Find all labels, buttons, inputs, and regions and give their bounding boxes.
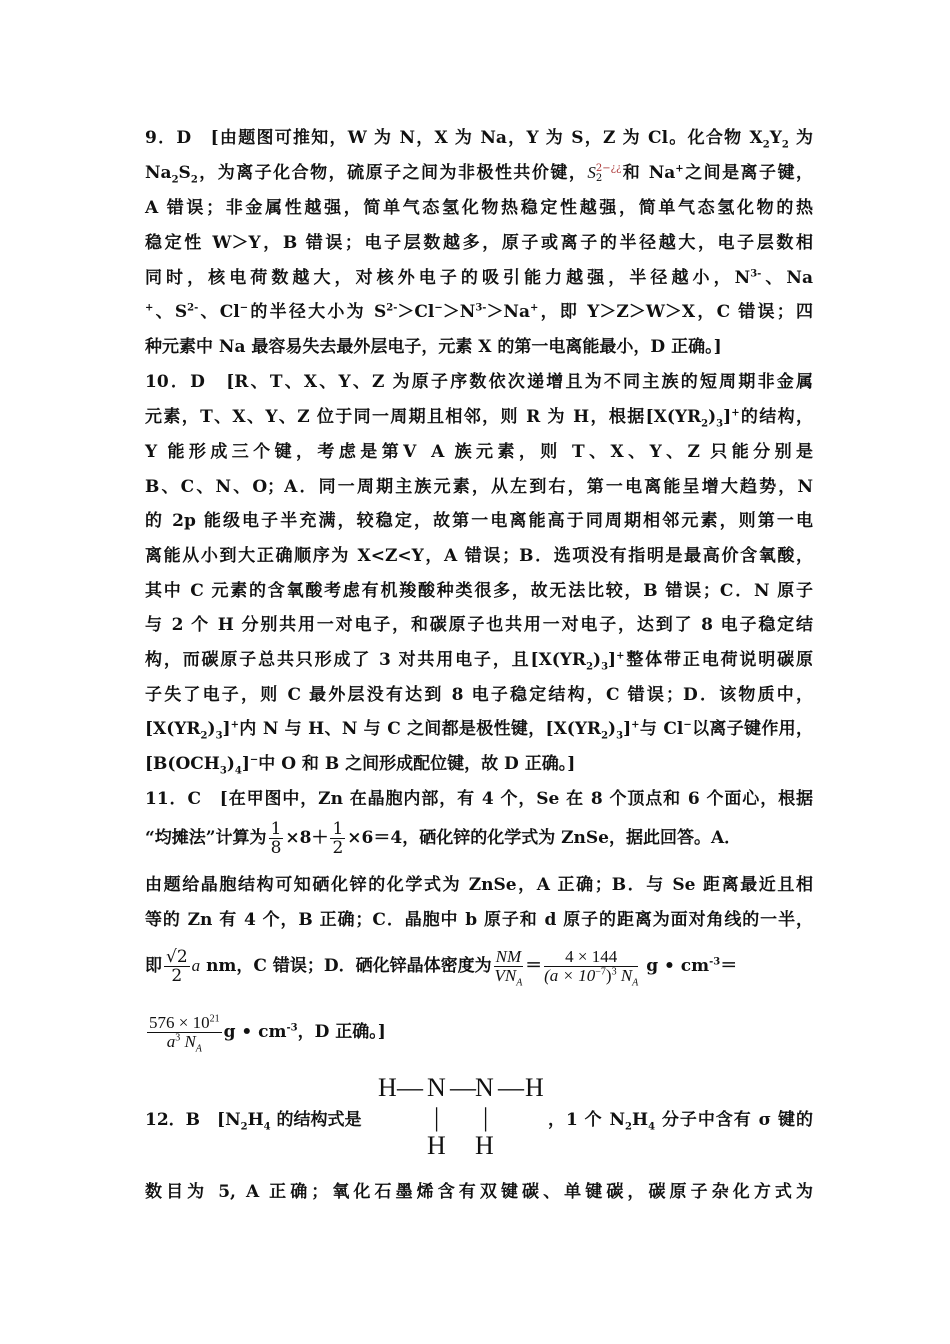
q9-line-4: 稳定性 W＞Y，B 错误；电子层数越多，原子或离子的半径越大，电子层数相	[145, 233, 813, 253]
q11-line-6: $\frac{576 \times 10^{21}}{a^3 N_A}$ g • $cm^{-3}$，D 正确。]	[149, 1013, 386, 1055]
q10-line-1: 10．D [R、T、X、Y、Z 为原子序数依次递增且为不同主族的短周期非金属	[145, 372, 813, 392]
n2h4-structural-formula: H — N — N — H | | H H	[378, 1073, 544, 1160]
q10-line-6: 离能从小到大正确顺序为 X<Z<Y，A 错误；B．选项没有指明是最高价含氧酸，	[145, 546, 813, 566]
q10-line-12: $[B(OCH_3)_4]^-$中 O 和 B 之间形成配位键，故 D 正确。]	[145, 754, 576, 777]
fraction-one-half: $\frac{1}{2}$	[332, 819, 344, 858]
q10-line-5: 的 2p 能级电子半充满，较稳定，故第一电离能高于同周期相邻元素，则第一电	[145, 511, 813, 531]
fraction-one-eighth: $\frac{1}{8}$	[270, 819, 282, 858]
q9-line-1: 9．D [由题图可推知，W 为 N，X 为 Na，Y 为 S，Z 为 Cl。化合物 $X_2Y_2$ 为	[145, 128, 813, 151]
q9-line-3: A 错误；非金属性越强，简单气态氢化物热稳定性越强，简单气态氢化物的热	[145, 198, 813, 218]
q11-line-4: 等的 Zn 有 4 个，B 正确；C．晶胞中 b 原子和 d 原子的距离为面对角线的一半，	[145, 910, 813, 930]
fraction-density-expanded: $\frac{4 \times 144}{(a \times 10^{-7})^3 N_A}$	[544, 947, 639, 989]
q12-line-1-right: ，1 个 $N_2H_4$ 分子中含有 σ 键的	[548, 1110, 813, 1133]
fraction-density: $\frac{NM}{VN_A}$	[494, 947, 523, 989]
q11-line-1: 11．C [在甲图中，Zn 在晶胞内部，有 4 个，Se 在 8 个顶点和 6 个面心，根据	[145, 789, 813, 809]
q12-line-2: 数目为 5, A 正确；氧化石墨烯含有双键碳、单键碳，碳原子杂化方式为	[145, 1182, 813, 1202]
q10-line-11: $[X(YR_2)_3]^+$内 N 与 H、N 与 C 之间都是极性键，$[X(YR_2)_3]^+$与 Cl−以离子键作用，	[145, 719, 813, 742]
q10-line-7: 其中 C 元素的含氧酸考虑有机羧酸种类很多，故无法比较，B 错误；C．N 原子	[145, 581, 814, 601]
q10-line-4: B、C、N、O；A．同一周期主族元素，从左到右，第一电离能呈增大趋势，N	[145, 477, 813, 497]
q9-line-2: $Na_2S_2$，为离子化合物，硫原子之间为非极性共价键，S 2−¿¿ 2 和 Na+之间是离子键，	[145, 162, 814, 186]
fraction-density-result: $\frac{576 \times 10^{21}}{a^3 N_A}$	[149, 1013, 220, 1055]
q11-line-3: 由题给晶胞结构可知硒化锌的化学式为 ZnSe，A 正确；B．与 Se 距离最近且相	[145, 875, 813, 895]
q9-line-5: 同时，核电荷数越大，对核外电子的吸引能力越强，半径越小，$N^{3-}$、Na	[145, 268, 813, 288]
q11-line-2: “均摊法”计算为 $\frac{1}{8}$ ×8＋ $\frac{1}{2}$ ×6＝4，硒化锌的化学式为 ZnSe，据此回答。A．	[145, 819, 742, 858]
q11-line-5: 即 $\frac{√2}{2}$ a nm，C 错误；D．硒化锌晶体密度为 $\frac{NM}{VN_A}$ ＝ $\frac{4 \times 144}{(a \times 10^{-7})^3 N_A}$ g • $cm^{-3}=$	[145, 947, 738, 989]
fraction-sqrt2-over-2: $\frac{√2}{2}$	[166, 947, 188, 986]
q10-line-2: 元素，T、X、Y、Z 位于同一周期且相邻，则 R 为 H，根据$[X(YR_2)_3]^+$的结构，	[145, 407, 814, 430]
q10-line-9: 构，而碳原子总共只形成了 3 对共用电子，且$[X(YR_2)_3]^+$整体带正电荷说明碳原	[145, 650, 813, 673]
q10-line-10: 子失了电子，则 C 最外层没有达到 8 电子稳定结构，C 错误；D．该物质中，	[145, 685, 813, 705]
q10-line-3: Y 能形成三个键，考虑是第Ⅴ A 族元素，则 T、X、Y、Z 只能分别是	[145, 442, 813, 462]
q9-line-7: 种元素中 Na 最容易失去最外层电子，元素 X 的第一电离能最小，D 正确。]	[145, 337, 722, 357]
q12-line-1-left: 12．B [$N_2H_4$ 的结构式是	[145, 1110, 362, 1133]
q10-line-8: 与 2 个 H 分别共用一对电子，和碳原子也共用一对电子，达到了 8 电子稳定结	[145, 615, 813, 635]
q9-line-6: +、$S^{2-}$、Cl−的半径大小为 $S^{2-}>Cl^->N^{3-}>Na^+$，即 Y＞Z＞W＞X，C 错误；四	[145, 302, 813, 322]
